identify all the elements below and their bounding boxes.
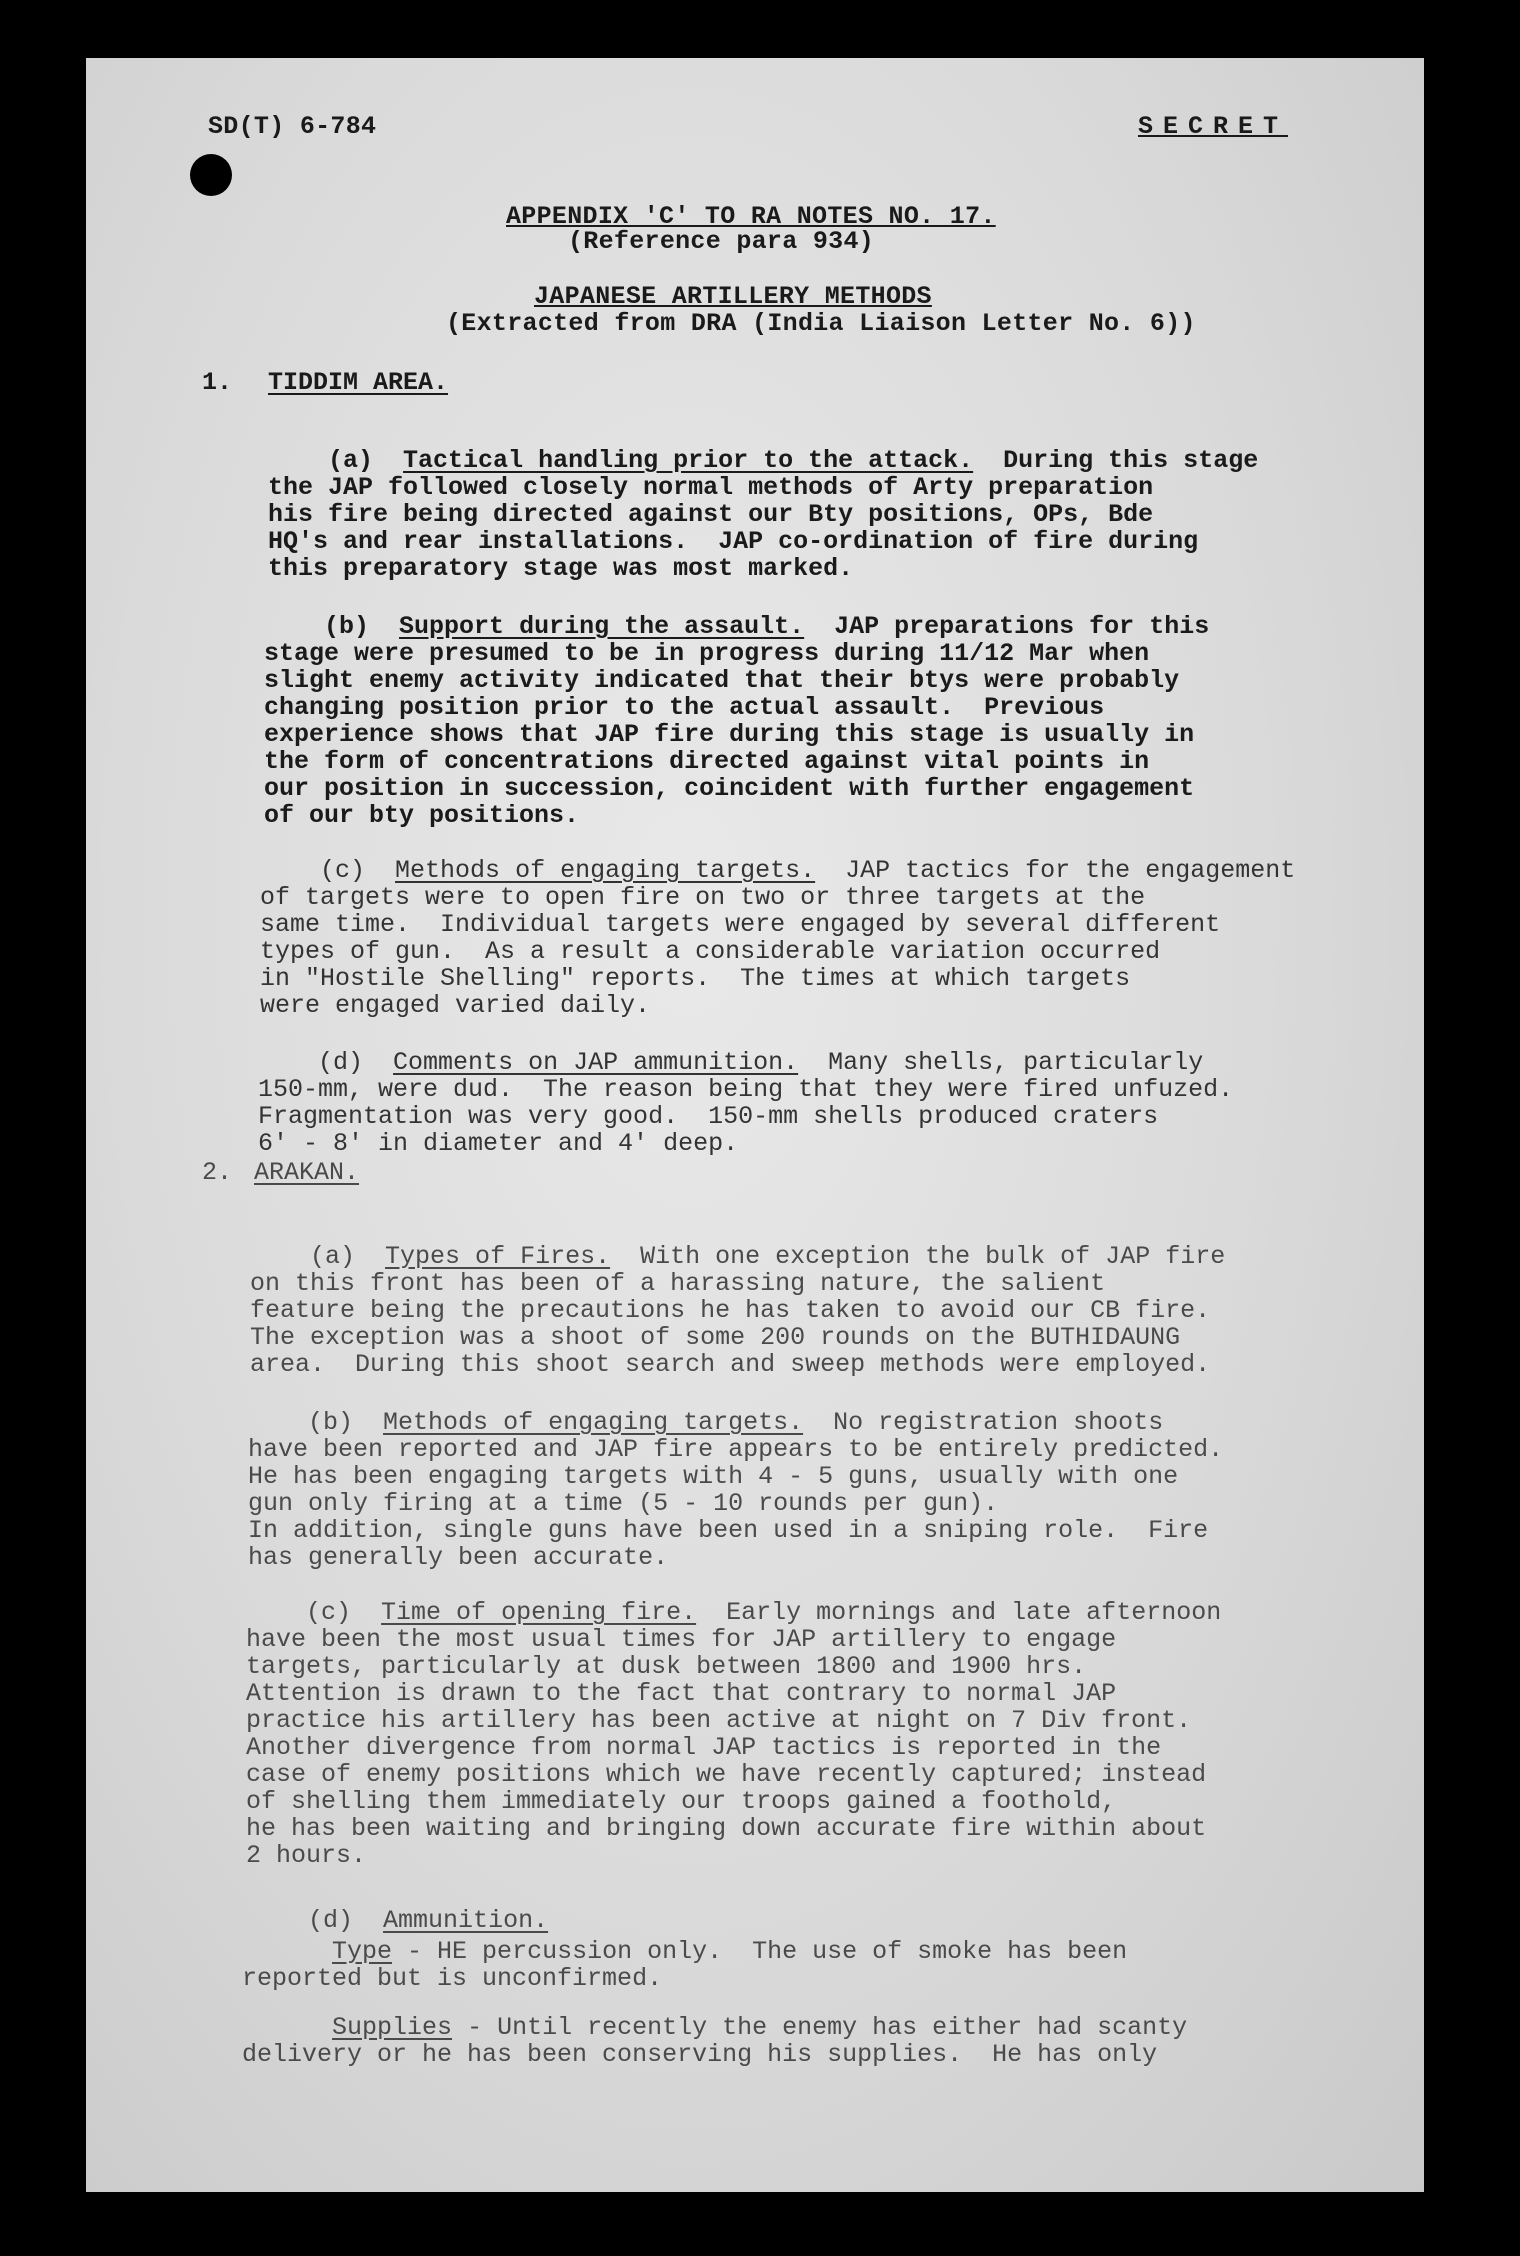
para-line: Attention is drawn to the fact that contrary to normal JAP	[246, 1679, 1117, 1708]
para-line: of shelling them immediately our troops gained a foothold,	[246, 1787, 1117, 1816]
para-line: in "Hostile Shelling" reports. The times at which targets	[260, 964, 1131, 993]
paragraph-2c	[246, 1572, 1221, 1896]
para-line: The exception was a shoot of some 200 rounds on the BUTHIDAUNG	[250, 1323, 1181, 1352]
para-line: In addition, single guns have been used in a sniping role. Fire	[248, 1516, 1209, 1545]
para-line: same time. Individual targets were engaged by several different	[260, 910, 1221, 939]
para-line: of our bty positions.	[264, 801, 580, 830]
para-title: Ammunition.	[383, 1906, 549, 1935]
para-line: practice his artillery has been active at night on 7 Div front.	[246, 1706, 1192, 1735]
section-number: 2.	[202, 1158, 233, 1187]
para-title: Methods of engaging targets.	[395, 856, 816, 885]
para-line: area. During this shoot search and sweep methods were employed.	[250, 1350, 1211, 1379]
para-line: feature being the precautions he has taken to avoid our CB fire.	[250, 1296, 1211, 1325]
ammo-supplies-label: Supplies	[332, 2013, 453, 2042]
paragraph-1b	[264, 586, 1209, 856]
para-line: Another divergence from normal JAP tactics is reported in the	[246, 1733, 1162, 1762]
para-line: With one exception the bulk of JAP fire	[640, 1242, 1226, 1271]
paragraph-2a	[250, 1216, 1225, 1405]
appendix-heading: APPENDIX 'C' TO RA NOTES NO. 17.	[506, 202, 996, 231]
para-line: No registration shoots	[833, 1408, 1164, 1437]
para-line: - Until recently the enemy has either had scanty	[467, 2013, 1188, 2042]
para-label: (a)	[310, 1242, 356, 1271]
section-number: 1.	[202, 368, 233, 397]
para-line: He has been engaging targets with 4 - 5 guns, usually with one	[248, 1462, 1179, 1491]
para-line: case of enemy positions which we have recently captured; instead	[246, 1760, 1207, 1789]
ammo-type-label: Type	[332, 1937, 393, 1966]
para-line: our position in succession, coincident with further engagement	[264, 774, 1195, 803]
para-line: of targets were to open fire on two or three targets at the	[260, 883, 1146, 912]
para-line: reported but is unconfirmed.	[242, 1964, 663, 1993]
para-line: JAP preparations for this	[834, 612, 1210, 641]
para-line: have been reported and JAP fire appears to be entirely predicted.	[248, 1435, 1224, 1464]
para-line: gun only firing at a time (5 - 10 rounds per gun).	[248, 1489, 999, 1518]
para-title: Support during the assault.	[399, 612, 805, 641]
para-line: has generally been accurate.	[248, 1543, 669, 1572]
ammunition-supplies-paragraph	[242, 2014, 1187, 2068]
paragraph-1d	[258, 1022, 1233, 1184]
reference-code: SD(T) 6-784	[208, 112, 377, 141]
para-line: the form of concentrations directed against vital points in	[264, 747, 1150, 776]
para-line: 150-mm, were dud. The reason being that they were fired unfuzed.	[258, 1075, 1234, 1104]
classification-marking: SECRET	[1138, 112, 1289, 141]
document-page	[86, 58, 1424, 2192]
punch-hole-mark	[190, 154, 232, 196]
para-line: - HE percussion only. The use of smoke has been	[407, 1937, 1128, 1966]
para-line: targets, particularly at dusk between 1800 and 1900 hrs.	[246, 1652, 1087, 1681]
para-line: changing position prior to the actual assault. Previous	[264, 693, 1105, 722]
para-label: (b)	[308, 1408, 354, 1437]
para-title: Methods of engaging targets.	[383, 1408, 804, 1437]
para-line: his fire being directed against our Bty positions, OPs, Bde	[268, 500, 1154, 529]
para-title: Tactical handling prior to the attack.	[403, 446, 974, 475]
para-line: 6' - 8' in diameter and 4' deep.	[258, 1129, 739, 1158]
para-line: 2 hours.	[246, 1841, 367, 1870]
para-line: the JAP followed closely normal methods of Arty preparation	[268, 473, 1154, 502]
document-subtitle: (Extracted from DRA (India Liaison Letter No. 6))	[446, 309, 1196, 338]
paragraph-1c	[260, 830, 1295, 1046]
para-line: stage were presumed to be in progress during 11/12 Mar when	[264, 639, 1150, 668]
para-label: (d)	[318, 1048, 364, 1077]
para-line: Early mornings and late afternoon	[726, 1598, 1222, 1627]
para-line: slight enemy activity indicated that their btys were probably	[264, 666, 1180, 695]
para-line: experience shows that JAP fire during this stage is usually in	[264, 720, 1195, 749]
para-label: (c)	[320, 856, 366, 885]
para-line: this preparatory stage was most marked.	[268, 554, 854, 583]
para-line: JAP tactics for the engagement	[845, 856, 1296, 885]
para-label: (c)	[306, 1598, 352, 1627]
para-line: types of gun. As a result a considerable variation occurred	[260, 937, 1161, 966]
para-line: delivery or he has been conserving his supplies. He has only	[242, 2040, 1158, 2069]
section-heading: TIDDIM AREA.	[268, 368, 449, 397]
para-title: Time of opening fire.	[381, 1598, 697, 1627]
paragraph-2b	[248, 1382, 1223, 1598]
para-line: on this front has been of a harassing nature, the salient	[250, 1269, 1106, 1298]
para-title: Comments on JAP ammunition.	[393, 1048, 799, 1077]
document-title: JAPANESE ARTILLERY METHODS	[534, 282, 932, 311]
para-line: have been the most usual times for JAP artillery to engage	[246, 1625, 1117, 1654]
section-heading: ARAKAN.	[254, 1158, 360, 1187]
para-line: HQ's and rear installations. JAP co-ordination of fire during	[268, 527, 1199, 556]
ammunition-type-paragraph	[242, 1938, 1127, 1992]
para-line: During this stage	[1003, 446, 1259, 475]
para-line: Fragmentation was very good. 150-mm shells produced craters	[258, 1102, 1159, 1131]
para-label: (b)	[324, 612, 370, 641]
para-line: he has been waiting and bringing down accurate fire within about	[246, 1814, 1207, 1843]
reference-line: (Reference para 934)	[568, 227, 875, 256]
para-label: (a)	[328, 446, 374, 475]
para-line: Many shells, particularly	[828, 1048, 1204, 1077]
para-label: (d)	[308, 1906, 354, 1935]
paragraph-1a	[268, 420, 1258, 609]
para-line: were engaged varied daily.	[260, 991, 651, 1020]
para-title: Types of Fires.	[385, 1242, 611, 1271]
